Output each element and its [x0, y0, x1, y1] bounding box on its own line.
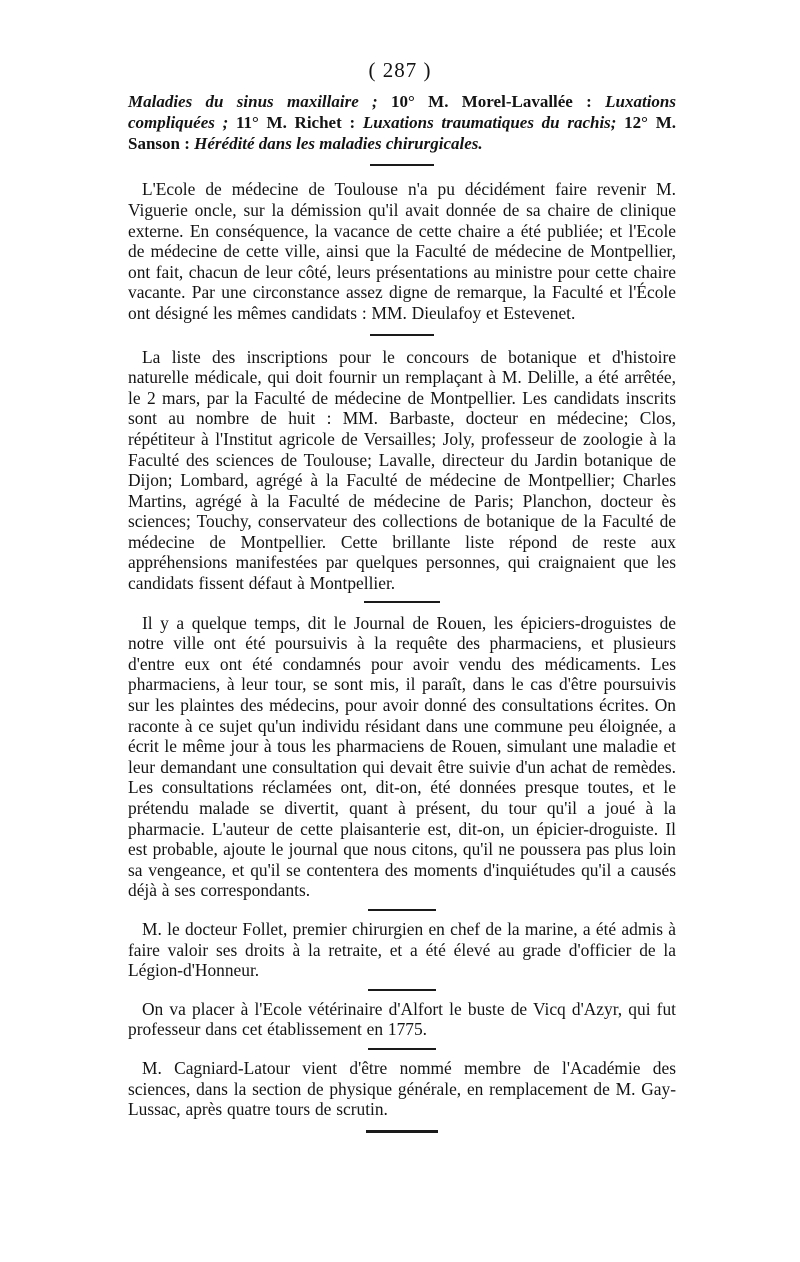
paragraph-text: M. Cagniard-Latour vient d'être nommé membre de l'Académie des sciences, dans la section de physique générale, en remplacement de M. Gay-Lussac, après quatre tours de scrutin. — [128, 1057, 676, 1120]
page-number: ( 287 ) — [368, 58, 432, 82]
paragraph-text: On va placer à l'Ecole vétérinaire d'Alfort le buste de Vicq d'Azyr, qui fut professeur dans cet établissement en 1775. — [128, 998, 676, 1040]
paragraph-text: La liste des inscriptions pour le concours de botanique et d'histoire naturelle médicale, qui doit fournir un remplaçant à M. Delille, a été arrêtée, le 2 mars, par la Faculté de médecine de Montpellier. Les candidats inscrits sont au nombre de huit : MM. Barbaste, docteur en médecine; Clos, répétiteur à l'Institut agricole de Versailles; Joly, professeur de zoologie à la Faculté des sciences de Toulouse; Lavalle, directeur du Jardin botanique de Dijon; Lombard, agrégé à la Faculté de médecine de Montpellier; Charles Martins, agrégé à la Faculté de médecine de Paris; Planchon, docteur ès sciences; Touchy, conservateur des collections de botanique de la Faculté de médecine de Montpellier. Cette brillante liste répond de reste aux appréhensions manifestées par quelques personnes, qui craignaient que les candidats fissent défaut à Montpellier. — [128, 346, 676, 594]
paragraph-toulouse — [128, 179, 676, 323]
lead-segment: 12° M. Sanson : — [128, 112, 676, 153]
paragraph-text: L'Ecole de médecine de Toulouse n'a pu décidément faire revenir M. Viguerie oncle, sur la démission qu'il avait donnée de sa chaire de clinique externe. En conséquence, la vacance de cette chaire a été publiée; et l'Ecole de médecine de cette ville, ainsi que la Faculté de médecine de Montpellier, ont fait, chacun de leur côté, leurs présentations au ministre pour cette chaire vacante. Par une circonstance assez digne de remarque, la Faculté et l'École ont désigné les mêmes candidats : MM. Dieulafoy et Estevenet. — [128, 179, 676, 323]
lead-segment: 10° M. Morel-Lavallée : — [377, 92, 606, 111]
paragraph-rouen — [128, 613, 676, 901]
paragraph-cagniard — [128, 1058, 676, 1120]
lead-segment: Luxations traumatiques du rachis; — [362, 112, 617, 132]
section-rule — [368, 989, 436, 991]
paragraph-text: M. le docteur Follet, premier chirurgien en chef de la marine, a été admis à faire valoir ses droits à la retraite, et a été élevé au grade d'officier de la Légion-d'Honneur. — [128, 918, 676, 981]
lead-segment: Maladies du sinus maxillaire ; — [128, 92, 378, 111]
section-rule — [368, 909, 436, 911]
paragraph-lead — [128, 92, 676, 154]
paragraph-text: Il y a quelque temps, dit le Journal de Rouen, les épiciers-droguistes de notre ville ont été poursuivis à la requête des pharmaciens, et plusieurs d'entre eux ont été condamnés pour avoir vendu des médicaments. Les pharmaciens, à leur tour, se sont mis, il paraît, dans le cas d'être poursuivis sur les plaintes des médecins, pour avoir donné des consultations écrites. On raconte à ce sujet qu'un individu résidant dans une commune peu éloignée, a écrit le même jour à tous les pharmaciens de Rouen, simulant une maladie et leur demandant une consultation qui devait être suivie d'un achat de remèdes. Les consultations réclamées ont, dit-on, été données presque toutes, et le prétendu malade se divertit, quant à présent, du tour qu'il a joué à la pharmacie. L'auteur de cette plaisanterie est, dit-on, un épicier-droguiste. Il est probable, ajoute le journal que nous citons, qu'il ne poussera pas plus loin sa vengeance, et qu'il se contentera des moments d'inquiétudes qu'il a causés déjà à ses correspondants. — [128, 612, 676, 901]
paragraph-alfort — [128, 999, 676, 1040]
section-rule — [368, 1048, 436, 1050]
section-rule — [370, 164, 434, 166]
lead-segment: Luxations compliquées ; — [128, 92, 676, 132]
text-column — [128, 92, 676, 1133]
section-rule — [364, 601, 440, 603]
paragraph-follet — [128, 919, 676, 981]
section-rule — [370, 334, 434, 336]
end-rule — [366, 1130, 438, 1133]
paragraph-botanique — [128, 347, 676, 594]
lead-segment: 11° M. Richet : — [228, 112, 363, 132]
lead-segment: Hérédité dans les maladies chirurgicales. — [194, 133, 483, 153]
